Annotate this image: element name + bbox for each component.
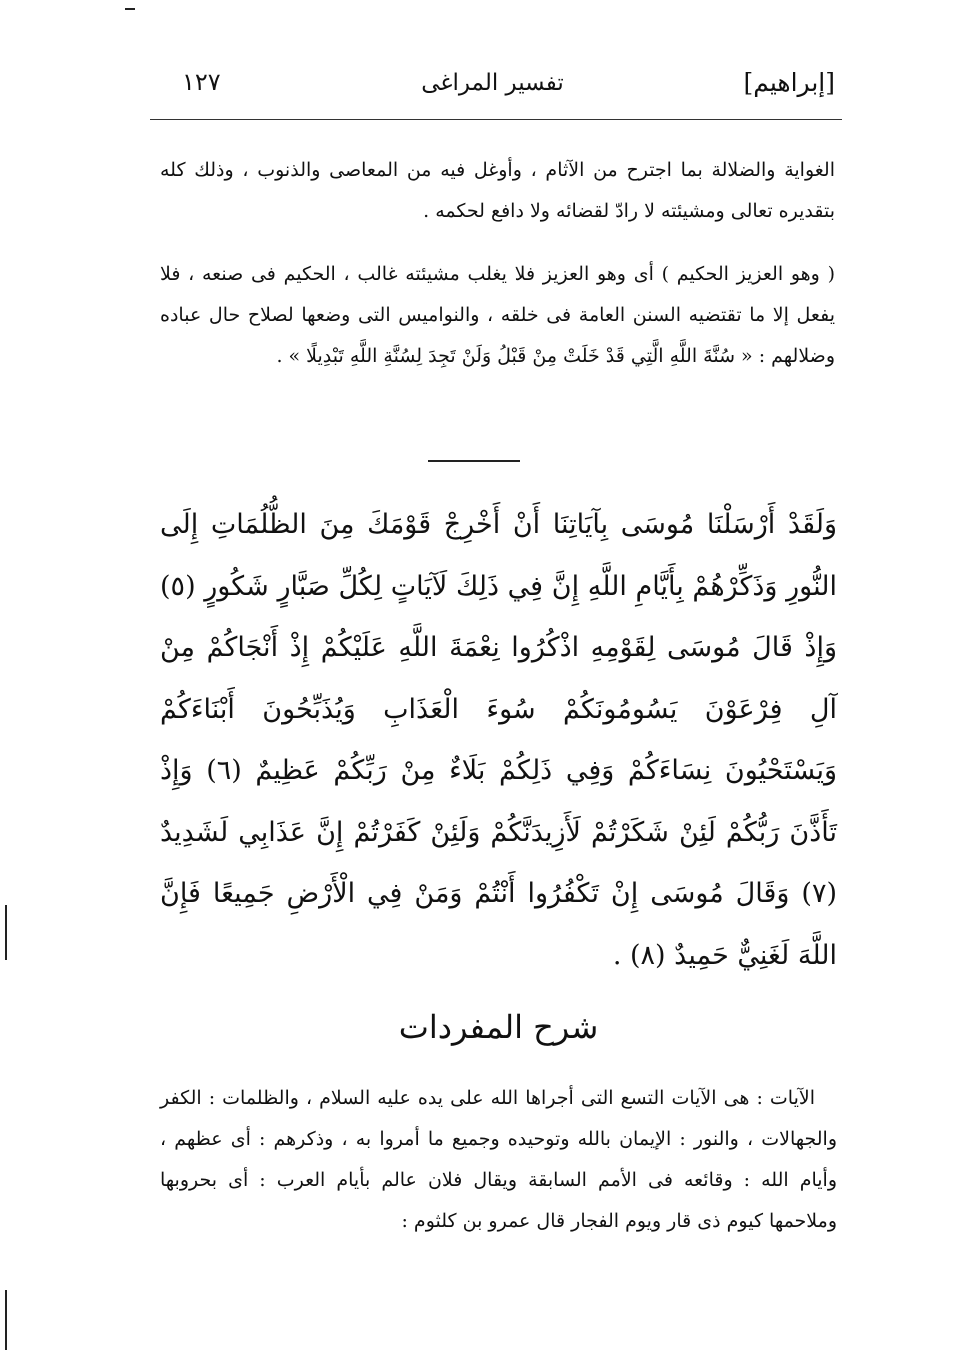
quran-verses-text: وَلَقَدْ أَرْسَلْنَا مُوسَى بِآيَاتِنَا أَنْ أَخْرِجْ قَوْمَكَ مِنَ الظُّلُمَاتِ إِلَى النُّورِ وَذَكِّرْهُمْ بِأَيَّامِ اللَّهِ إِنَّ فِي ذَلِكَ لَآيَاتٍ لِكُلِّ صَبَّارٍ شَكُورٍ (٥) وَإِذْ قَالَ مُوسَى لِقَوْمِهِ اذْكُرُوا نِعْمَةَ اللَّهِ عَلَيْكُمْ إِذْ أَنْجَاكُمْ مِنْ آلِ فِرْعَوْنَ يَسُومُونَكُمْ سُوءَ الْعَذَابِ وَيُذَبِّحُونَ أَبْنَاءَكُمْ وَيَسْتَحْيُونَ نِسَاءَكُمْ وَفِي ذَلِكُمْ بَلَاءٌ مِنْ رَبِّكُمْ عَظِيمٌ (٦) وَإِذْ تَأَذَّنَ رَبُّكُمْ لَئِنْ شَكَرْتُمْ لَأَزِيدَنَّكُمْ وَلَئِنْ كَفَرْتُمْ إِنَّ عَذَابِي لَشَدِيدٌ (٧) وَقَالَ مُوسَى إِنْ تَكْفُرُوا أَنْتُمْ وَمَنْ فِي الْأَرْضِ جَمِيعًا فَإِنَّ اللَّهَ لَغَنِيٌّ حَمِيدٌ (٨) .	[160, 509, 838, 971]
running-header	[150, 66, 835, 110]
section-separator	[428, 460, 520, 462]
scan-artifact	[5, 905, 7, 960]
commentary-paragraph-main	[160, 254, 835, 377]
page-number: ١٢٧	[182, 68, 221, 96]
glossary-paragraph	[160, 1078, 837, 1242]
quran-verses-block	[160, 494, 837, 986]
header-rule	[150, 119, 842, 120]
commentary-text-main: ( وهو العزيز الحكيم ) أى وهو العزيز فلا يغلب مشيئته غالب ، الحكيم فى صنعه ، فلا يفعل إلا ما تقتضيه السنن العامة فى خلقه ، والنواميس التى وضعها لصلاح حال عباده وضلالهم : « سُنَّةَ اللَّهِ الَّتِي قَدْ خَلَتْ مِنْ قَبْلُ وَلَنْ تَجِدَ لِسُنَّةِ اللَّهِ تَبْدِيلًا » .	[160, 263, 835, 367]
header-book-title: تفسير المراغى	[421, 70, 564, 96]
header-surah-name: [إبراهيم]	[743, 68, 835, 97]
commentary-paragraph-top	[160, 150, 835, 232]
section-heading: شرح المفردات	[398, 1008, 599, 1046]
scan-artifact	[5, 1290, 7, 1350]
glossary-text: الآيات : هى الآيات التسع التى أجراها الله على يده عليه السلام ، والظلمات : الكفر والجهالات ، والنور : الإيمان بالله وتوحيده وجميع ما أمروا به ، وذكرهم : أى عظهم ، وأيام الله : وقائعه فى الأمم السابقة ويقال فلان عالم بأيام العرب : أى بحروبها وملاحمها كيوم ذى قار ويوم الفجار قال عمرو بن كلثوم :	[160, 1087, 837, 1232]
commentary-text-top: الغواية والضلالة بما اجترح من الآثام ، وأوغل فيه من المعاصى والذنوب ، وذلك كله بتقديره تعالى ومشيئته لا رادّ لقضائه ولا دافع لحكمه .	[160, 159, 835, 222]
scan-artifact	[125, 8, 135, 10]
